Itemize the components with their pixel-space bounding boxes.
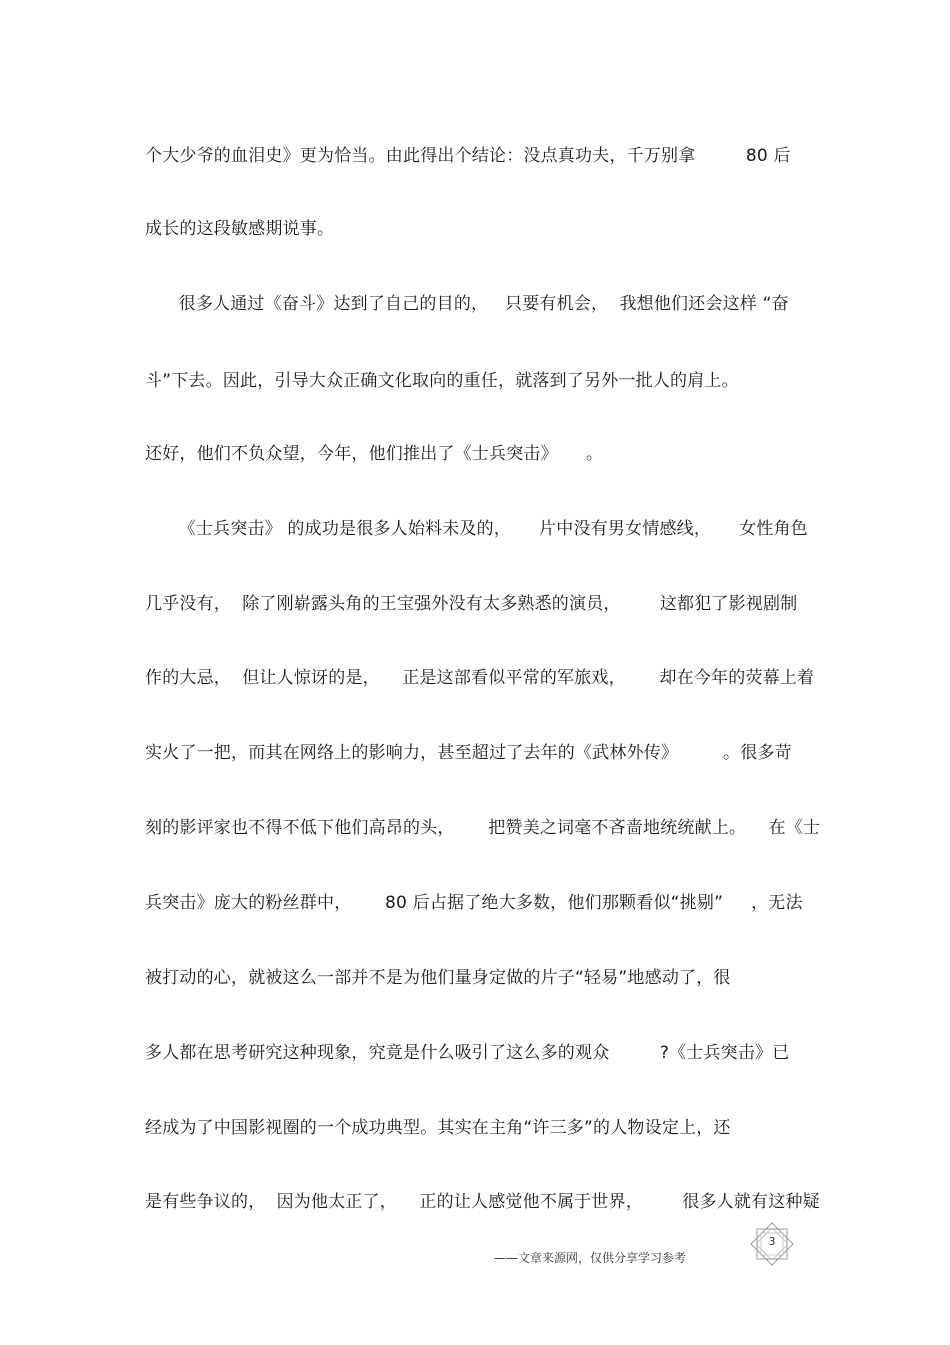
page-number: 3 [768, 1235, 776, 1248]
text-line: 兵突击》庞大的粉丝群中， 80 后占据了绝大多数，他们那颗看似“挑剔” ，无法 [145, 893, 803, 913]
text-line: 多人都在思考研究这种现象，究竟是什么吸引了这么多的观众 ?《士兵突击》已 [145, 1043, 790, 1063]
text-line: 经成为了中国影视圈的一个成功典型。其实在主角“许三多”的人物设定上，还 [145, 1118, 731, 1138]
text-line: 《士兵突击》 的成功是很多人始料未及的， 片中没有男女情感线， 女性角色 [145, 519, 808, 539]
text-line: 刻的影评家也不得不低下他们高昂的头， 把赞美之词毫不吝啬地统统献上。 在《士 [145, 818, 821, 838]
text-line: 很多人通过《奋斗》达到了自己的目的， 只要有机会， 我想他们还会这样 “奋 [145, 294, 789, 314]
page-number-badge [748, 1222, 796, 1266]
source-footer: ——文章来源网，仅供分享学习参考 [494, 1251, 687, 1265]
text-line: 斗”下去。因此，引导大众正确文化取向的重任，就落到了另外一批人的肩上。 [145, 371, 739, 391]
text-line: 几乎没有， 除了刚崭露头角的王宝强外没有太多熟悉的演员， 这都犯了影视剧制 [145, 594, 798, 614]
text-line: 实火了一把，而其在网络上的影响力，甚至超过了去年的《武林外传》 。很多苛 [145, 743, 792, 763]
text-line: 是有些争议的， 因为他太正了， 正的让人感觉他不属于世界， 很多人就有这种疑 [145, 1192, 820, 1212]
text-line: 个大少爷的血泪史》更为恰当。由此得出个结论：没点真功夫，千万别拿 80 后 [145, 146, 791, 166]
text-line: 还好，他们不负众望，今年，他们推出了《士兵突击》 。 [145, 444, 604, 464]
text-line: 作的大忌， 但让人惊讶的是， 正是这部看似平常的军旅戏， 却在今年的荧幕上着 [145, 668, 815, 688]
text-line: 被打动的心，就被这么一部并不是为他们量身定做的片子“轻易”地感动了，很 [145, 968, 731, 988]
text-line: 成长的这段敏感期说事。 [145, 219, 335, 239]
